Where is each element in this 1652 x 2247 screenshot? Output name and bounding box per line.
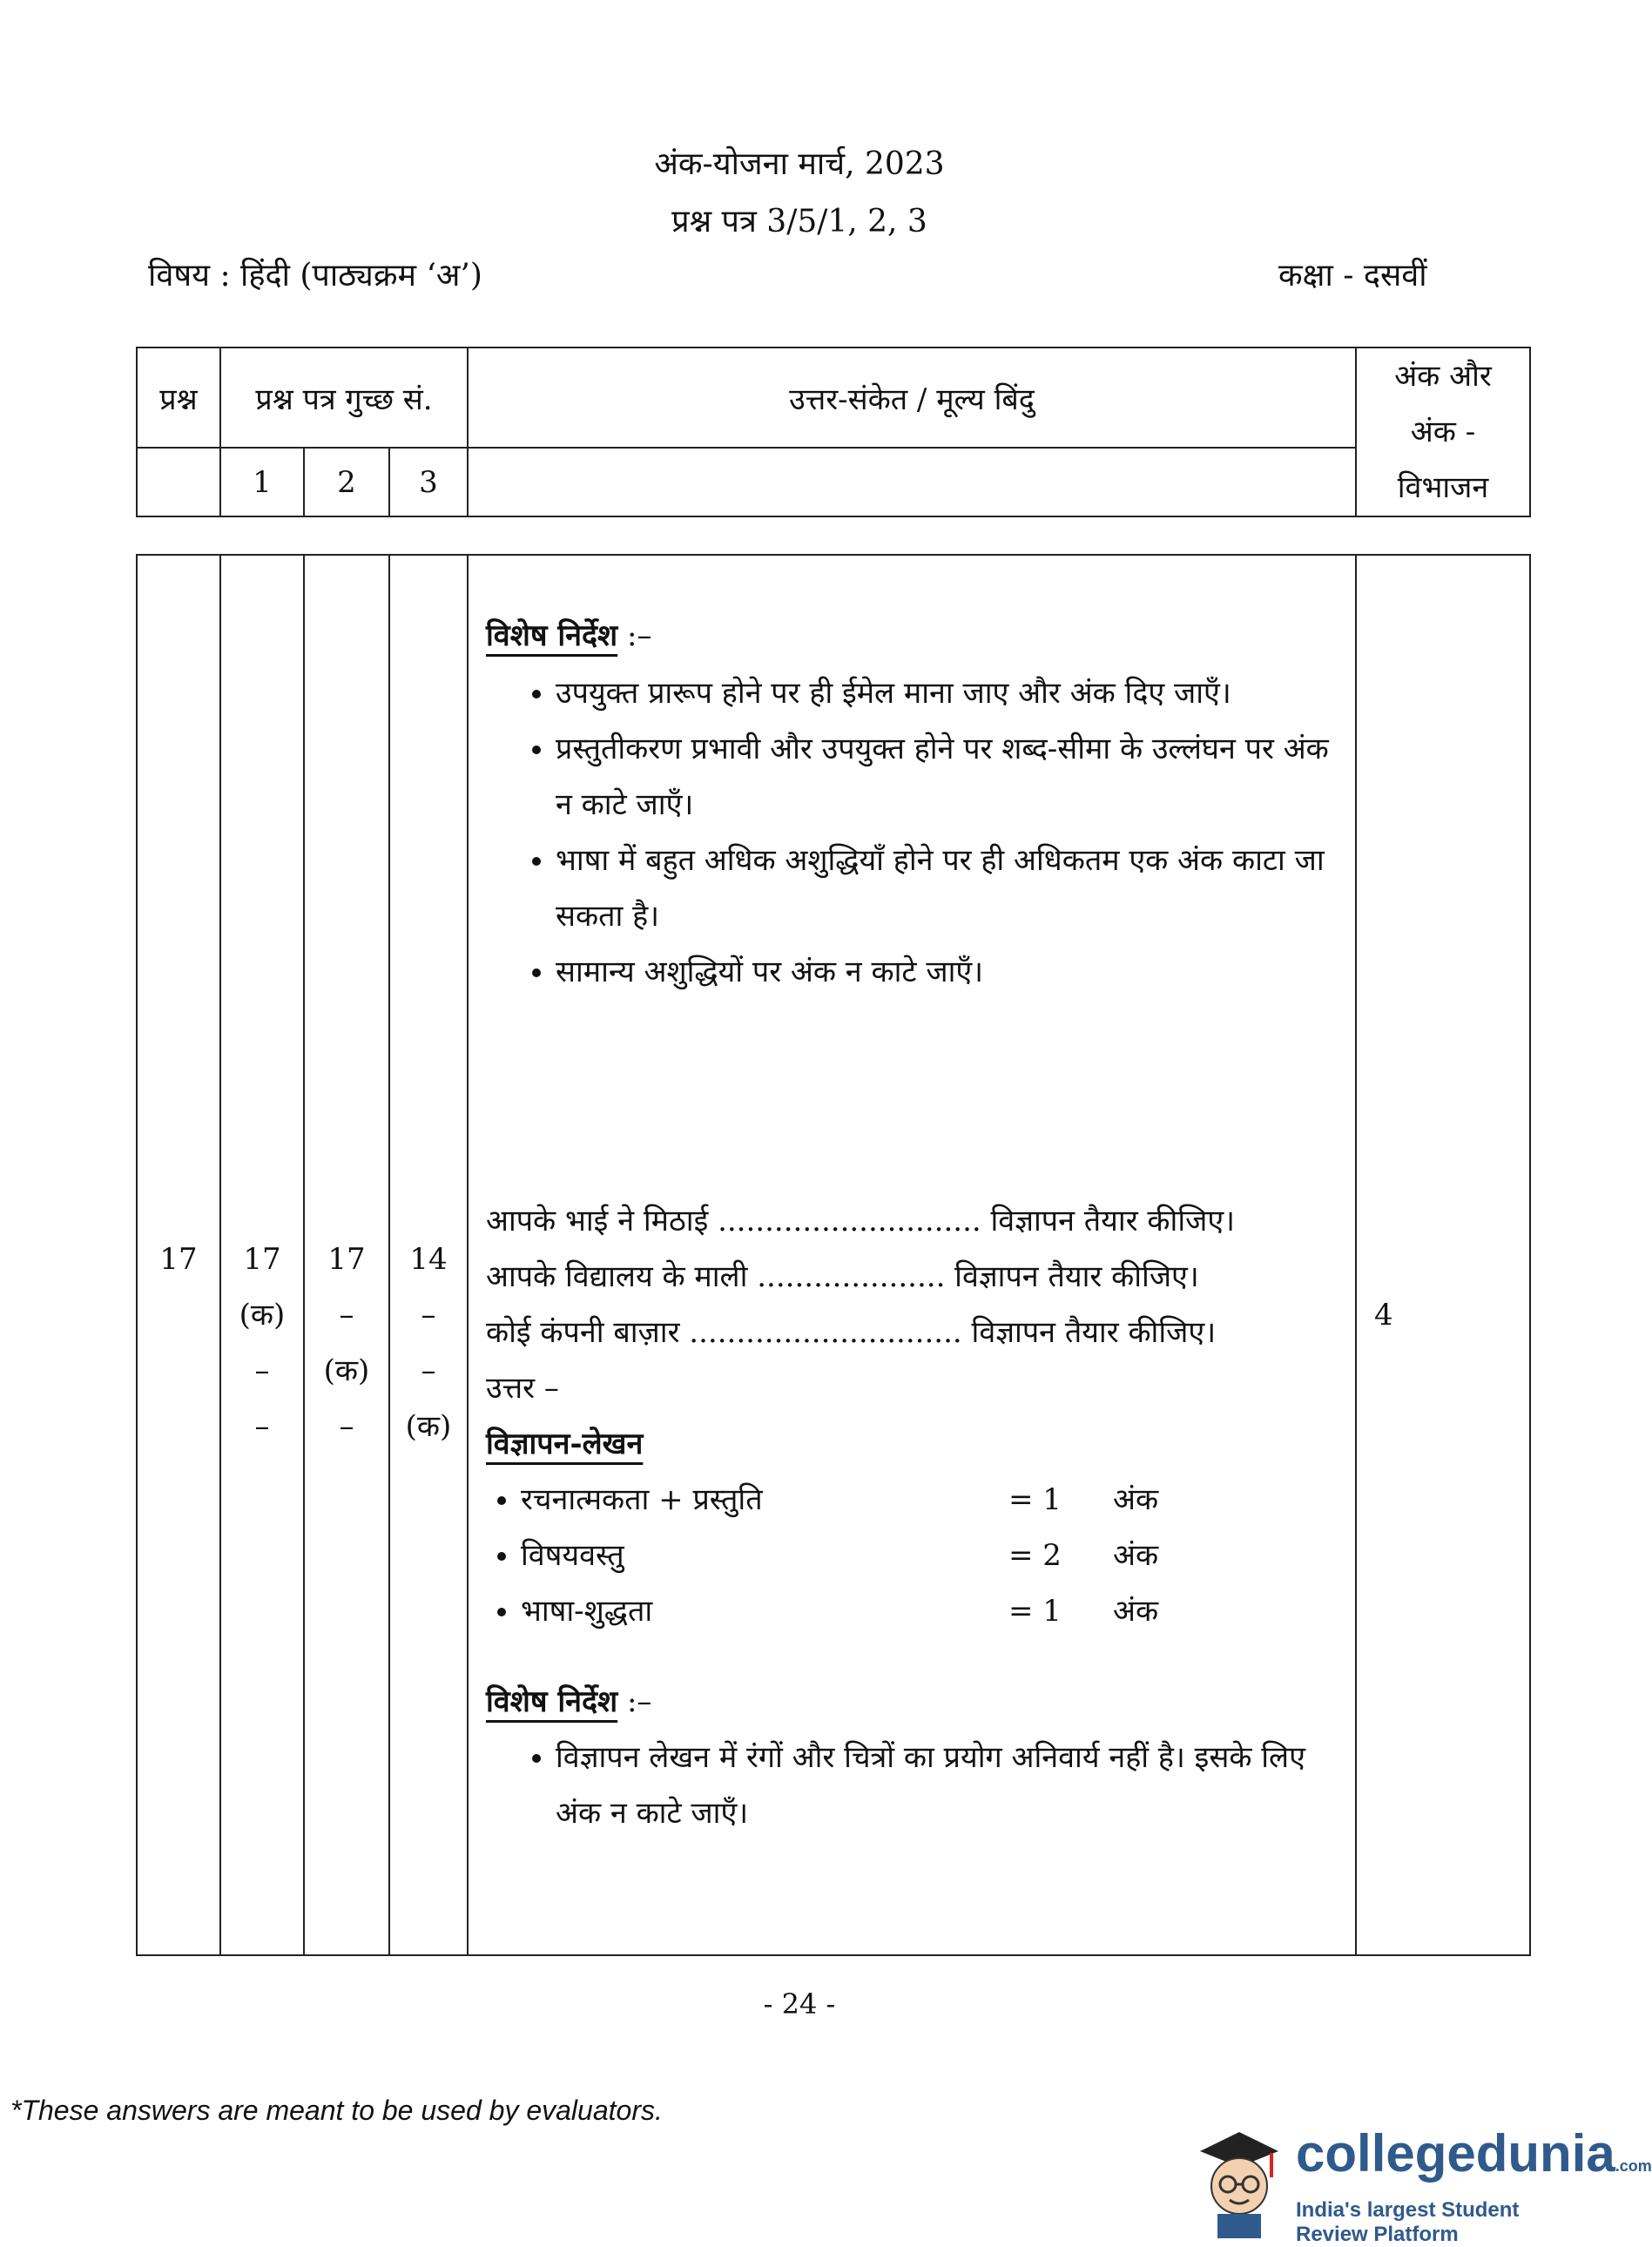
- question-text-set-3: कोई कंपनी बाज़ार ............................. विज्ञापन तैयार कीजिए।: [486, 1315, 1217, 1350]
- set-3-value: –: [421, 1353, 436, 1388]
- question-text-set-2: आपके विद्यालय के माली .................... विज्ञापन तैयार कीजिए।: [486, 1259, 1199, 1294]
- instruction-point: • प्रस्तुतीकरण प्रभावी और उपयुक्त होने पर शब्द-सीमा के उल्लंघन पर अंक न काटे जाएँ।: [556, 721, 1339, 833]
- set-2-value: –: [339, 1298, 354, 1333]
- col-set-header: प्रश्न पत्र गुच्छ सं.: [220, 348, 468, 448]
- page-number: - 24 -: [763, 1987, 836, 2021]
- marking-criterion: • भाषा-शुद्धता: [521, 1594, 653, 1629]
- document-title: अंक-योजना मार्च, 2023: [654, 146, 945, 182]
- instruction-point: • विज्ञापन लेखन में रंगों और चित्रों का प्रयोग अनिवार्य नहीं है। इसके लिए अंक न काटे जाएँ।: [556, 1730, 1339, 1841]
- answer-label: उत्तर –: [486, 1371, 559, 1406]
- marking-criterion: • रचनात्मकता + प्रस्तुति: [521, 1482, 763, 1517]
- set-1-value: –: [254, 1353, 270, 1388]
- set-2-value: 17: [327, 1242, 366, 1277]
- set-1-value: –: [254, 1409, 270, 1444]
- collegedunia-logo: [1191, 2116, 1652, 2246]
- question-number: 17: [159, 1242, 198, 1277]
- instruction-point: • भाषा में बहुत अधिक अशुद्धियाँ होने पर ही अधिकतम एक अंक काटा जा सकता है।: [556, 833, 1339, 944]
- header-table: [136, 347, 1531, 517]
- section-heading: विज्ञापन-लेखन: [486, 1427, 644, 1461]
- empty-cell: [468, 448, 1356, 516]
- col-marks-header: अंक और अंक - विभाजन: [1356, 348, 1530, 516]
- special-instructions-1: [486, 608, 1339, 664]
- special-heading-suffix: :–: [617, 618, 652, 653]
- set-1-value: (क): [239, 1298, 286, 1333]
- logo-tagline: India's largest Student Review Platform: [1296, 2198, 1520, 2246]
- col-question-header: प्रश्न: [137, 348, 220, 448]
- marking-item: [521, 1528, 1339, 1583]
- instruction-point: • उपयुक्त प्रारूप होने पर ही ईमेल माना जाए और अंक दिए जाएँ।: [556, 665, 1339, 721]
- footer-note: *These answers are meant to be used by evaluators.: [10, 2095, 663, 2126]
- marking-unit: अंक: [1113, 1594, 1159, 1629]
- marking-value: = 1: [1008, 1594, 1062, 1629]
- special-heading: विशेष निर्देश: [486, 1684, 618, 1719]
- set-1-cell: [220, 555, 304, 1955]
- marking-item: [521, 1583, 1339, 1639]
- logo-wordmark: collegedunia.com: [1296, 2124, 1652, 2183]
- question-number-cell: [137, 555, 220, 1955]
- marking-unit: अंक: [1113, 1538, 1159, 1573]
- special-instructions-2: [486, 1674, 1339, 1730]
- question-text-set-1: आपके भाई ने मिठाई ............................ विज्ञापन तैयार कीजिए।: [486, 1204, 1236, 1238]
- set-2-header: 2: [304, 448, 389, 516]
- subject-label: विषय : हिंदी (पाठ्यक्रम ‘अ’): [148, 258, 482, 294]
- set-3-value: 14: [409, 1242, 448, 1277]
- answer-cell: [468, 555, 1356, 1955]
- answer-table: [136, 554, 1531, 1956]
- marks-value: 4: [1374, 1298, 1393, 1333]
- class-label: कक्षा - दसवीं: [1278, 258, 1427, 294]
- col-answer-header: उत्तर-संकेत / मूल्य बिंदु: [468, 348, 1356, 448]
- set-2-cell: [304, 555, 389, 1955]
- set-1-header: 1: [220, 448, 304, 516]
- mascot-icon: [1191, 2116, 1287, 2238]
- special-heading-suffix: :–: [617, 1684, 652, 1719]
- set-3-cell: [389, 555, 468, 1955]
- marking-unit: अंक: [1113, 1482, 1159, 1517]
- marking-value: = 1: [1008, 1482, 1062, 1517]
- set-3-header: 3: [389, 448, 468, 516]
- set-3-value: (क): [405, 1409, 452, 1444]
- empty-cell: [137, 448, 220, 516]
- set-1-value: 17: [243, 1242, 281, 1277]
- marking-item: [521, 1472, 1339, 1528]
- marking-value: = 2: [1008, 1538, 1062, 1573]
- set-3-value: –: [421, 1298, 436, 1333]
- set-2-value: (क): [323, 1353, 370, 1388]
- set-2-value: –: [339, 1409, 354, 1444]
- marks-cell: [1356, 555, 1530, 1955]
- instruction-point: • सामान्य अशुद्धियों पर अंक न काटे जाएँ।: [556, 944, 1339, 1000]
- special-heading: विशेष निर्देश: [486, 618, 618, 653]
- paper-code: प्रश्न पत्र 3/5/1, 2, 3: [671, 204, 927, 240]
- marking-criterion: • विषयवस्तु: [521, 1538, 624, 1573]
